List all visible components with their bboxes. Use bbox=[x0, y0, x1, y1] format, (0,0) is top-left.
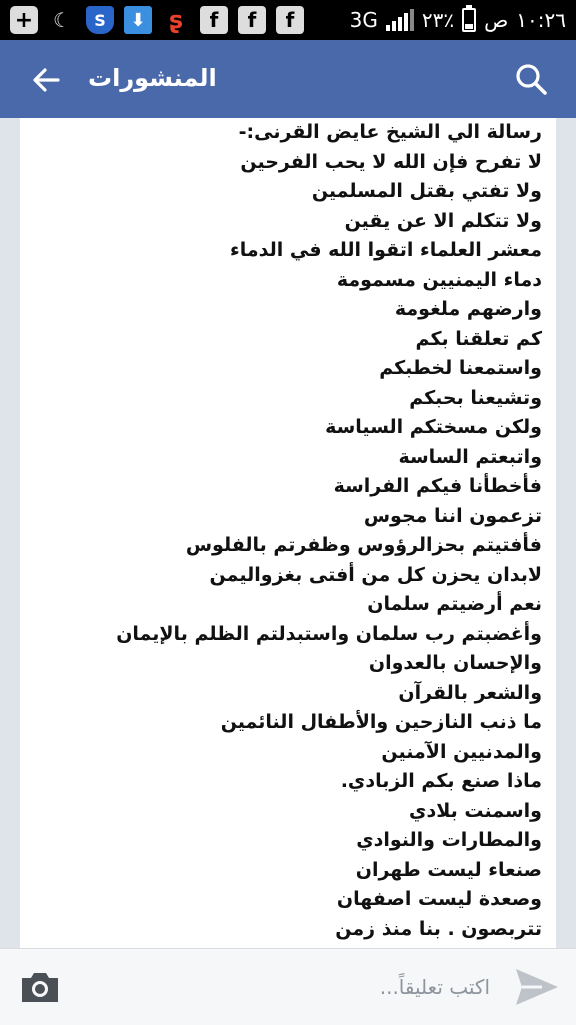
network-type: 3G bbox=[349, 8, 378, 32]
post-line: وتشيعنا بحبكم bbox=[409, 386, 542, 409]
post-line: نعم أرضيتم سلمان bbox=[367, 593, 542, 615]
post-line: والشعر بالقرآن bbox=[398, 681, 542, 704]
signal-icon bbox=[386, 9, 414, 31]
post-card bbox=[20, 118, 556, 948]
post-line: والمدنيين الآمنين bbox=[381, 740, 542, 763]
facebook-icon: f bbox=[238, 6, 266, 34]
facebook-icon: f bbox=[200, 6, 228, 34]
battery-percent: ٢٣٪ bbox=[421, 8, 455, 32]
post-line: والمطارات والنوادي bbox=[356, 829, 542, 851]
search-icon bbox=[512, 60, 552, 100]
plus-icon: + bbox=[10, 6, 38, 34]
post-line: دماء اليمنيين مسمومة bbox=[336, 268, 542, 291]
camera-icon bbox=[18, 969, 62, 1005]
post-line: فأخطأنا فيكم الفراسة bbox=[333, 475, 542, 497]
post-line: صنعاء ليست طهران bbox=[355, 858, 542, 881]
shield-icon: S bbox=[86, 6, 114, 34]
post-line: واسمنت بلادي bbox=[409, 799, 542, 822]
send-button[interactable] bbox=[512, 963, 562, 1011]
post-line: معشر العلماء اتقوا الله في الدماء bbox=[230, 239, 542, 261]
comment-bar bbox=[0, 948, 576, 1025]
post-line: وصعدة ليست اصفهان bbox=[336, 888, 542, 910]
facebook-icon: f bbox=[276, 6, 304, 34]
post-line: واستمعنا لخطبكم bbox=[379, 357, 542, 379]
post-line: تتربصون . بنا منذ زمن bbox=[335, 917, 542, 940]
post-line: ما ذنب النازحين والأطفال النائمين bbox=[220, 711, 542, 733]
am-pm: ص bbox=[484, 8, 509, 32]
post-line: تزعمون اننا مجوس bbox=[363, 504, 542, 527]
post-line: وأغضبتم رب سلمان واستبدلتم الظلم بالإيمان والإحسان بالعدوان bbox=[116, 622, 542, 674]
feed-area[interactable] bbox=[0, 118, 576, 948]
post-line: لابدان يحزن كل من أفتى بغزواليمن bbox=[209, 563, 542, 586]
notification-icons bbox=[10, 0, 304, 40]
spinner-app-icon: ʂ bbox=[168, 6, 184, 34]
moon-icon: ☾ bbox=[53, 8, 71, 32]
post-line: واتبعتم الساسة bbox=[398, 445, 542, 468]
post-line: لا تفرح فإن الله لا يحب الفرحين bbox=[240, 150, 542, 173]
status-bar bbox=[0, 0, 576, 40]
clock: ١٠:٢٦ bbox=[516, 8, 566, 32]
post-line: رسالة الي الشيخ عايض القرنى:- bbox=[238, 121, 542, 143]
page-title: المنشورات bbox=[88, 64, 217, 92]
download-icon: ⬇ bbox=[124, 6, 152, 34]
post-line: ولكن مسختكم السياسة bbox=[325, 416, 542, 438]
comment-input[interactable]: اكتب تعليقاً... bbox=[379, 975, 490, 999]
system-status bbox=[350, 0, 566, 40]
post-line: وارضهم ملغومة bbox=[394, 298, 542, 320]
post-line: فأفتيتم بحزالرؤوس وظفرتم بالفلوس bbox=[185, 534, 542, 556]
post-line: ولا تفتي بقتل المسلمين bbox=[311, 180, 542, 202]
post-line: كم تعلقنا بكم bbox=[415, 327, 542, 350]
back-button[interactable] bbox=[28, 62, 64, 98]
search-button[interactable] bbox=[512, 60, 552, 100]
post-line: ولا تتكلم الا عن يقين bbox=[344, 209, 542, 232]
battery-icon bbox=[462, 8, 476, 32]
app-bar bbox=[0, 40, 576, 118]
post-body bbox=[20, 118, 556, 974]
camera-button[interactable] bbox=[18, 969, 62, 1005]
post-line: ماذا صنع بكم الزبادي. bbox=[340, 770, 542, 792]
send-icon bbox=[512, 963, 562, 1011]
arrow-left-icon bbox=[28, 62, 64, 98]
